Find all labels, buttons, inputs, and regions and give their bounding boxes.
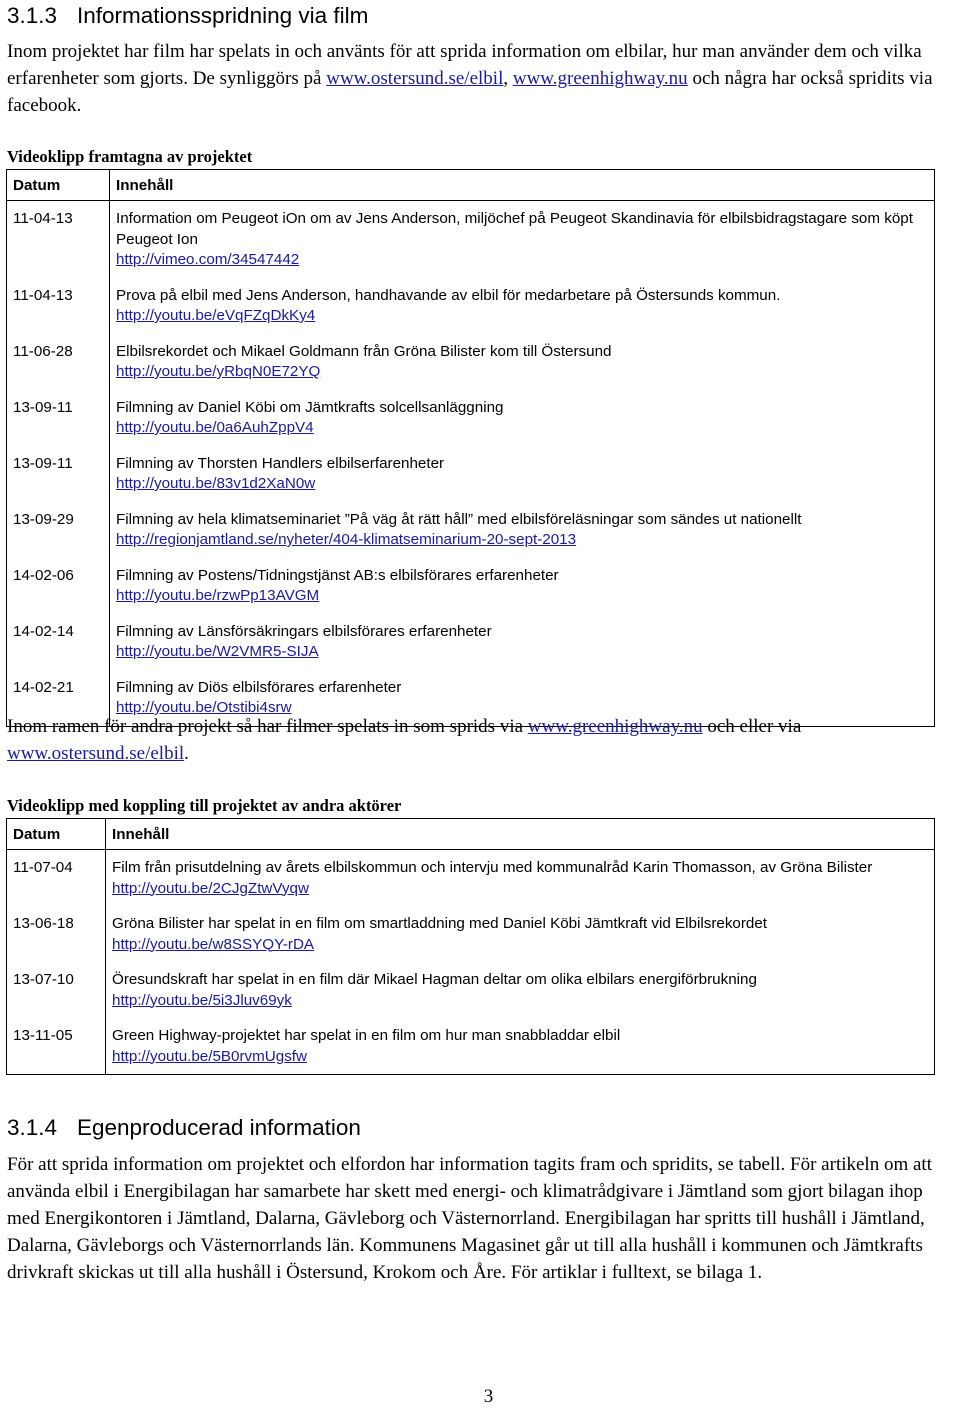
row-video-link[interactable]: http://youtu.be/0a6AuhZppV4: [116, 419, 314, 436]
middle-text-end: .: [184, 743, 189, 764]
row-content: [110, 502, 935, 558]
row-date: 11-07-04: [7, 850, 106, 907]
row-description: Gröna Bilister har spelat in en film om smartladdning med Daniel Köbi Jämtkraft vid Elbilsrekordet: [112, 915, 768, 932]
table-row: [7, 850, 935, 907]
row-video-link[interactable]: http://youtu.be/2CJgZtwVyqw: [112, 879, 309, 897]
partner-videos-table: [6, 818, 935, 1075]
section-heading-313: [7, 3, 368, 29]
row-description: Filmning av Postens/Tidningstjänst AB:s elbilsförares erfarenheter: [116, 566, 559, 584]
table-row: [7, 1018, 935, 1075]
table-header-row: [7, 819, 935, 850]
row-video-link[interactable]: http://youtu.be/eVqFZqDkKy4: [116, 307, 316, 324]
row-video-link[interactable]: http://regionjamtland.se/nyheter/404-klimatseminarium-20-sept-2013: [116, 531, 577, 548]
table2-caption: Videoklipp med koppling till projektet av andra aktörer: [7, 796, 402, 815]
header-innehall: Innehåll: [106, 819, 935, 850]
row-content: [106, 850, 935, 907]
row-content: [110, 334, 935, 390]
row-video-link[interactable]: http://youtu.be/yRbqN0E72YQ: [116, 363, 321, 380]
link-ostersund-elbil[interactable]: www.ostersund.se/elbil: [326, 68, 504, 89]
section-number: 3.1.3: [7, 3, 58, 28]
row-content: [110, 558, 935, 614]
row-description: Filmning av Länsförsäkringars elbilsförares erfarenheter: [116, 622, 492, 640]
table-row: [7, 201, 935, 278]
row-content: [110, 446, 935, 502]
intro-text: Inom projektet har film har spelats in och använts för att sprida information om elbilar, hur man använder dem och vilka erfarenheter som gjorts. De synliggörs på: [7, 41, 922, 89]
section-number: 3.1.4: [7, 1115, 58, 1140]
row-description: Öresundskraft har spelat in en film där Mikael Hagman deltar om olika elbilars energiförbrukning: [112, 971, 757, 988]
row-video-link[interactable]: http://youtu.be/w8SSYQY-rDA: [112, 935, 315, 953]
row-date: 11-04-13: [7, 201, 110, 278]
row-date: 14-02-14: [7, 614, 110, 670]
row-video-link[interactable]: http://vimeo.com/34547442: [116, 251, 300, 268]
section-title: Informationsspridning via film: [77, 3, 369, 28]
row-content: [106, 962, 935, 1018]
link-ostersund-elbil-2[interactable]: www.ostersund.se/elbil: [7, 743, 185, 764]
intro-separator: ,: [503, 68, 513, 89]
row-date: 11-06-28: [7, 334, 110, 390]
table1-caption: Videoklipp framtagna av projektet: [7, 147, 253, 166]
row-content: [110, 614, 935, 670]
row-video-link[interactable]: http://youtu.be/5B0rvmUgsfw: [112, 1047, 307, 1065]
row-video-link[interactable]: http://youtu.be/rzwPp13AVGM: [116, 587, 320, 604]
row-description: Filmning av Diös elbilsförares erfarenheter: [116, 678, 402, 696]
row-content: [110, 390, 935, 446]
row-description: Elbilsrekordet och Mikael Goldmann från Gröna Bilister kom till Östersund: [116, 342, 612, 360]
row-description: Information om Peugeot iOn om av Jens Anderson, miljöchef på Peugeot Skandinavia för elbilsbidragstagare som köpt Peugeot Ion: [116, 210, 913, 248]
intro-paragraph: [7, 38, 957, 119]
section-heading-314: [7, 1115, 361, 1141]
table-row: [7, 614, 935, 670]
header-datum: Datum: [7, 170, 110, 201]
table-row: [7, 962, 935, 1018]
row-video-link[interactable]: http://youtu.be/Otstibi4srw: [116, 699, 292, 716]
row-content: [110, 201, 935, 278]
section2-paragraph: För att sprida information om projektet och elfordon har information tagits fram och spridits, se tabell. För artikeln om att använda elbil i Energibilagan har samarbete har skett med energi- och klimatrådgivare i Jämtland som gjort bilagan ihop med Energikontoren i Jämtland, Dalarna, Gävleborg och Västernorrland. Energibilagan har spritts till hushåll i Jämtland, Dalarna, Gävleborgs och Västernorrlands län. Kommunens Magasinet går ut till alla hushåll i kommunen och Jämtkrafts drivkraft skickas ut till alla hushåll i Östersund, Krokom och Åre. För artiklar i fulltext, se bilaga 1.: [7, 1154, 932, 1283]
row-video-link[interactable]: http://youtu.be/83v1d2XaN0w: [116, 475, 316, 492]
table-row: [7, 334, 935, 390]
row-description: Filmning av Daniel Köbi om Jämtkrafts solcellsanläggning: [116, 398, 504, 416]
row-date: 13-07-10: [7, 962, 106, 1018]
table-row: [7, 446, 935, 502]
row-video-link[interactable]: http://youtu.be/W2VMR5-SIJA: [116, 643, 319, 660]
row-content: [110, 278, 935, 334]
table-row: [7, 278, 935, 334]
row-description: Green Highway-projektet har spelat in en film om hur man snabbladdar elbil: [112, 1027, 621, 1044]
table-row: [7, 390, 935, 446]
row-content: [106, 1018, 935, 1075]
row-content: [106, 906, 935, 962]
link-greenhighway-2[interactable]: www.greenhighway.nu: [527, 716, 703, 737]
table-row: [7, 558, 935, 614]
middle-text-2: och eller via: [702, 716, 802, 737]
row-date: 13-09-11: [7, 446, 110, 502]
row-description: Film från prisutdelning av årets elbilskommun och intervju med kommunalråd Karin Thomasson, av Gröna Bilister: [112, 859, 873, 876]
row-date: 13-09-29: [7, 502, 110, 558]
project-videos-table: [6, 169, 935, 727]
page-number: 3: [483, 1386, 494, 1407]
row-date: 14-02-21: [7, 670, 110, 727]
section-title: Egenproducerad information: [77, 1115, 361, 1140]
row-date: 13-06-18: [7, 906, 106, 962]
header-innehall: Innehåll: [110, 170, 935, 201]
link-greenhighway[interactable]: www.greenhighway.nu: [512, 68, 688, 89]
row-description: Filmning av Thorsten Handlers elbilserfarenheter: [116, 454, 445, 472]
intro-text-end: och några har också spridits via facebook.: [7, 68, 933, 116]
row-date: 11-04-13: [7, 278, 110, 334]
table-row: [7, 906, 935, 962]
row-description: Prova på elbil med Jens Anderson, handhavande av elbil för medarbetare på Östersunds kommun.: [116, 286, 781, 304]
row-video-link[interactable]: http://youtu.be/5i3Jluv69yk: [112, 991, 292, 1009]
middle-paragraph: [7, 713, 957, 767]
row-date: 14-02-06: [7, 558, 110, 614]
row-date: 13-11-05: [7, 1018, 106, 1075]
table-row: [7, 502, 935, 558]
row-date: 13-09-11: [7, 390, 110, 446]
header-datum: Datum: [7, 819, 106, 850]
middle-text: Inom ramen för andra projekt så har filmer spelats in som sprids via: [7, 716, 528, 737]
row-description: Filmning av hela klimatseminariet ”På väg åt rätt håll” med elbilsföreläsningar som sändes ut nationellt: [116, 510, 802, 528]
table-header-row: [7, 170, 935, 201]
